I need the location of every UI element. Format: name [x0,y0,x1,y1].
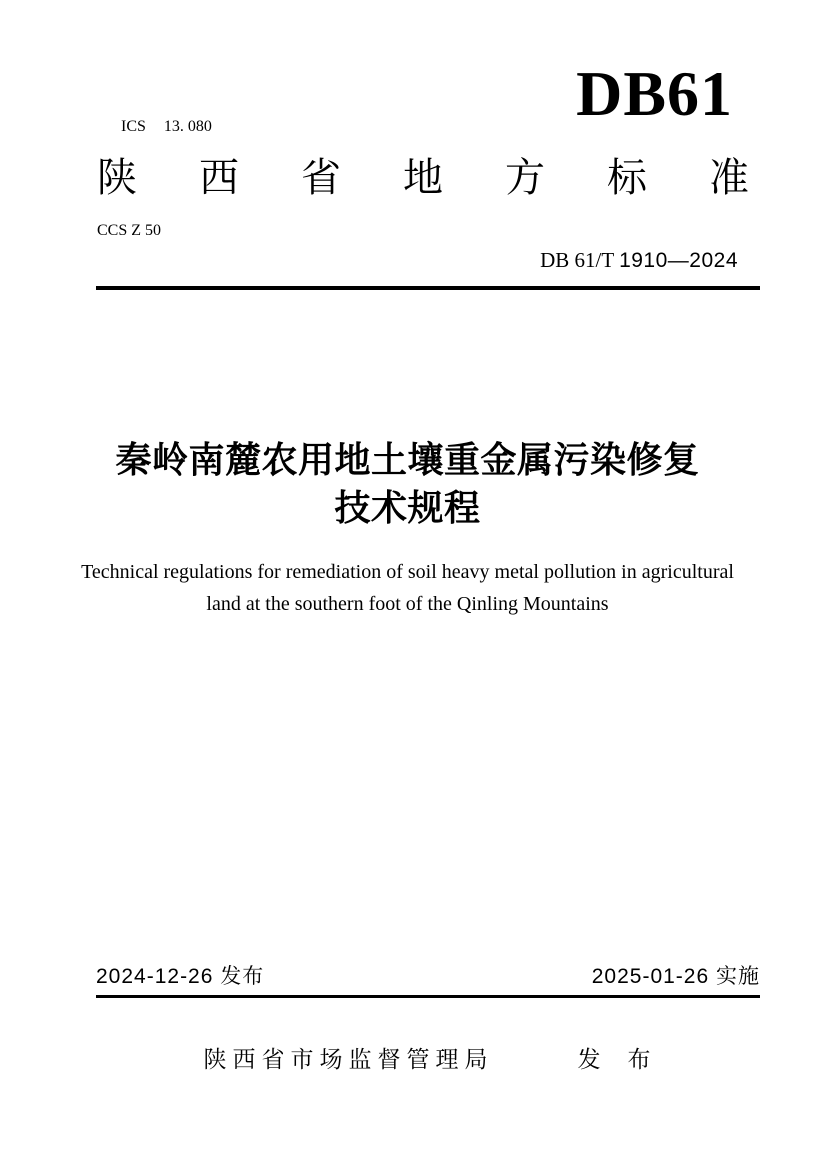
document-number-prefix: DB 61/T [540,248,620,272]
title-chinese-line2: 技术规程 [334,487,481,528]
title-english [0,556,815,620]
ccs-code: CCS Z 50 [97,222,162,239]
publish-label: 发 布 [577,1046,653,1072]
standard-name-char: 陕 [97,156,137,200]
publisher-row [96,1043,760,1075]
standard-name-char: 西 [199,156,239,200]
standard-name-char: 准 [709,156,749,200]
standard-name-char: 地 [403,156,443,200]
publisher-name: 陕西省市场监督管理局 [203,1046,494,1072]
header-rule [96,286,760,290]
implementation-date: 2025-01-26 实施 [591,965,760,988]
issue-date: 2024-12-26 发布 [96,965,265,988]
footer-rule [96,995,760,998]
document-number-digits: 1910—2024 [619,249,738,272]
standard-type-name [97,156,749,200]
standard-name-char: 方 [505,156,545,200]
title-english-line2: land at the southern foot of the Qinling Mountains [206,593,609,615]
standard-name-char: 省 [301,156,341,200]
dates-row [96,962,760,992]
title-chinese-line1: 秦岭南麓农用地土壤重金属污染修复 [115,439,700,480]
ics-code [97,88,212,166]
standard-name-char: 标 [607,156,647,200]
ics-number: 13. 080 [163,118,212,135]
ics-label: ICS [121,118,146,135]
document-number [517,218,738,303]
title-english-line1: Technical regulations for remediation of soil heavy metal pollution in agricultural [81,561,734,583]
db61-logo: DB61 [576,58,733,129]
title-chinese [0,436,815,532]
